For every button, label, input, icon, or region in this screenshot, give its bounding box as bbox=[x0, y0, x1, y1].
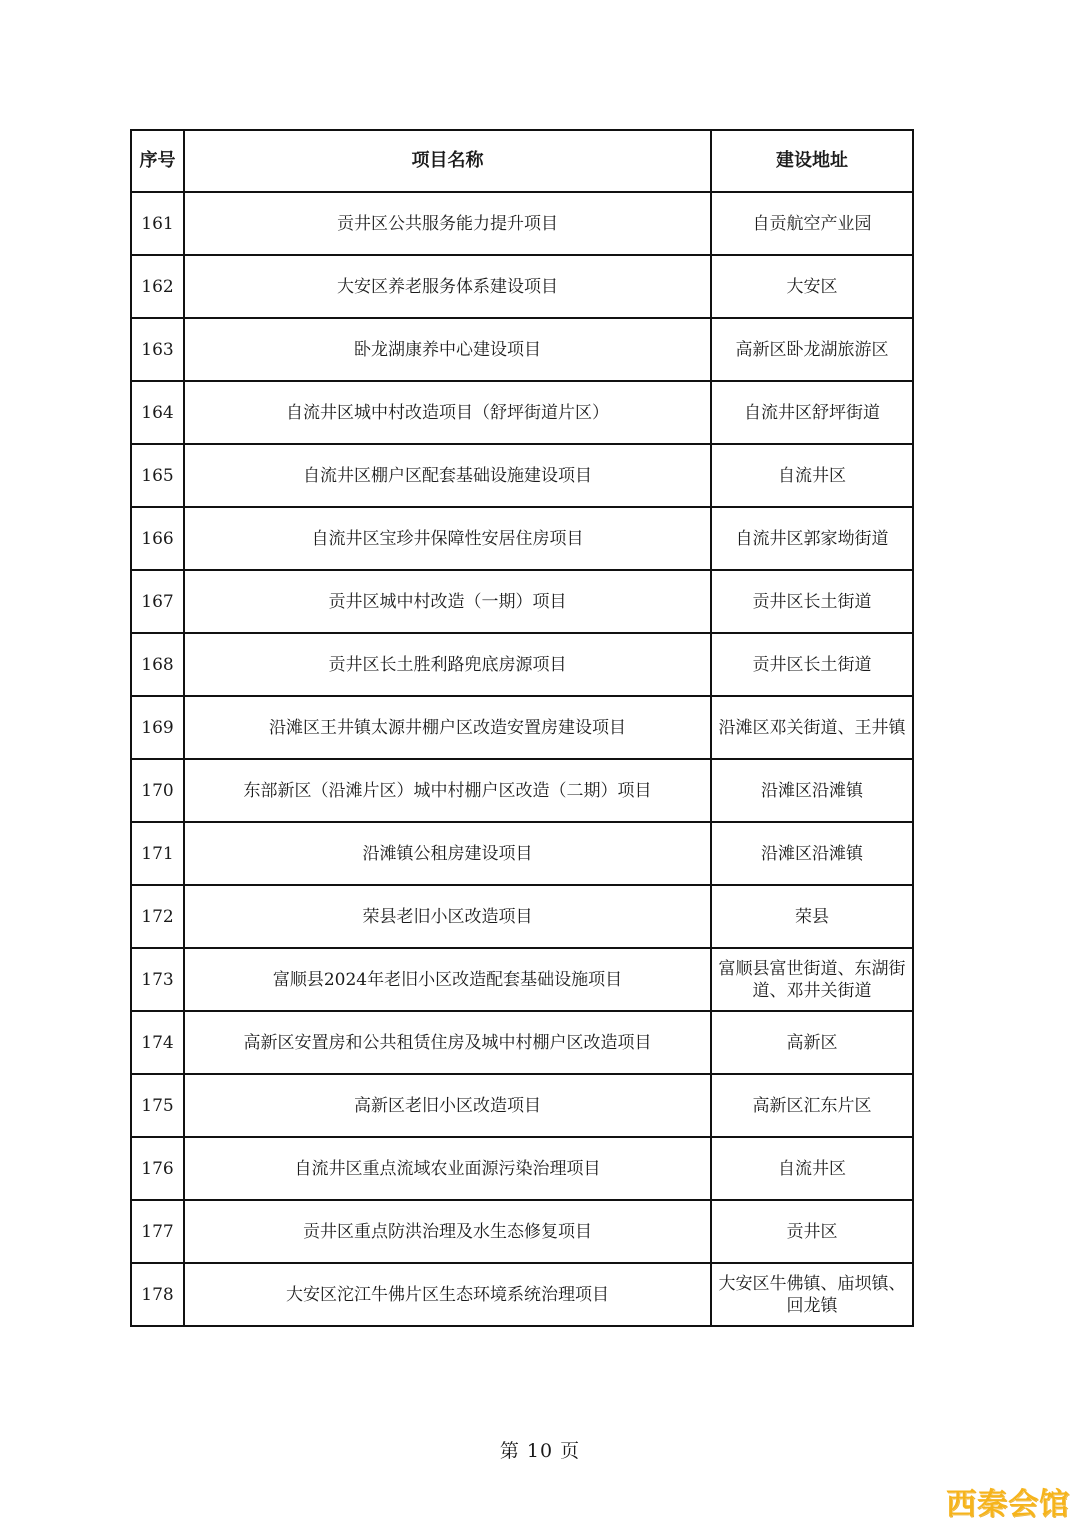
row-serial: 172 bbox=[131, 885, 184, 948]
page-number: 第 10 页 bbox=[499, 1440, 581, 1462]
row-serial: 164 bbox=[131, 381, 184, 444]
row-project-name: 自流井区重点流域农业面源污染治理项目 bbox=[184, 1137, 711, 1200]
table-row bbox=[131, 1200, 913, 1263]
row-project-name: 自流井区城中村改造项目（舒坪街道片区） bbox=[184, 381, 711, 444]
row-project-name: 沿滩镇公租房建设项目 bbox=[184, 822, 711, 885]
row-serial: 176 bbox=[131, 1137, 184, 1200]
row-serial: 165 bbox=[131, 444, 184, 507]
header-address: 建设地址 bbox=[711, 130, 913, 192]
row-address: 自流井区郭家坳街道 bbox=[711, 507, 913, 570]
row-address: 自流井区 bbox=[711, 1137, 913, 1200]
row-address: 自流井区舒坪街道 bbox=[711, 381, 913, 444]
table-row bbox=[131, 1263, 913, 1326]
row-serial: 173 bbox=[131, 948, 184, 1011]
row-address: 大安区牛佛镇、庙坝镇、回龙镇 bbox=[711, 1263, 913, 1326]
row-serial: 169 bbox=[131, 696, 184, 759]
table-row bbox=[131, 885, 913, 948]
row-address: 大安区 bbox=[711, 255, 913, 318]
row-address: 沿滩区沿滩镇 bbox=[711, 759, 913, 822]
table-row bbox=[131, 255, 913, 318]
row-address: 贡井区长土街道 bbox=[711, 633, 913, 696]
row-serial: 162 bbox=[131, 255, 184, 318]
row-project-name: 贡井区城中村改造（一期）项目 bbox=[184, 570, 711, 633]
row-serial: 177 bbox=[131, 1200, 184, 1263]
table-row bbox=[131, 444, 913, 507]
row-address: 贡井区长土街道 bbox=[711, 570, 913, 633]
row-project-name: 贡井区重点防洪治理及水生态修复项目 bbox=[184, 1200, 711, 1263]
row-project-name: 荣县老旧小区改造项目 bbox=[184, 885, 711, 948]
row-project-name: 富顺县2024年老旧小区改造配套基础设施项目 bbox=[184, 948, 711, 1011]
header-project-name: 项目名称 bbox=[184, 130, 711, 192]
table-row bbox=[131, 633, 913, 696]
row-serial: 168 bbox=[131, 633, 184, 696]
row-project-name: 大安区养老服务体系建设项目 bbox=[184, 255, 711, 318]
row-serial: 163 bbox=[131, 318, 184, 381]
project-table bbox=[130, 129, 914, 1327]
row-project-name: 贡井区公共服务能力提升项目 bbox=[184, 192, 711, 255]
table-row bbox=[131, 696, 913, 759]
row-serial: 174 bbox=[131, 1011, 184, 1074]
row-address: 高新区汇东片区 bbox=[711, 1074, 913, 1137]
row-project-name: 东部新区（沿滩片区）城中村棚户区改造（二期）项目 bbox=[184, 759, 711, 822]
row-project-name: 自流井区棚户区配套基础设施建设项目 bbox=[184, 444, 711, 507]
table-row bbox=[131, 381, 913, 444]
table-body bbox=[131, 192, 913, 1326]
table-row bbox=[131, 1074, 913, 1137]
row-serial: 175 bbox=[131, 1074, 184, 1137]
row-project-name: 大安区沱江牛佛片区生态环境系统治理项目 bbox=[184, 1263, 711, 1326]
table-row bbox=[131, 570, 913, 633]
row-project-name: 卧龙湖康养中心建设项目 bbox=[184, 318, 711, 381]
row-address: 沿滩区沿滩镇 bbox=[711, 822, 913, 885]
table-row bbox=[131, 759, 913, 822]
row-address: 富顺县富世街道、东湖街道、邓井关街道 bbox=[711, 948, 913, 1011]
watermark-logo: 西秦会馆 bbox=[946, 1487, 1070, 1522]
table-row bbox=[131, 948, 913, 1011]
row-address: 沿滩区邓关街道、王井镇 bbox=[711, 696, 913, 759]
row-address: 贡井区 bbox=[711, 1200, 913, 1263]
table-row bbox=[131, 318, 913, 381]
table-row bbox=[131, 192, 913, 255]
header-serial: 序号 bbox=[131, 130, 184, 192]
row-address: 高新区卧龙湖旅游区 bbox=[711, 318, 913, 381]
row-serial: 161 bbox=[131, 192, 184, 255]
row-project-name: 高新区安置房和公共租赁住房及城中村棚户区改造项目 bbox=[184, 1011, 711, 1074]
row-address: 自流井区 bbox=[711, 444, 913, 507]
row-serial: 171 bbox=[131, 822, 184, 885]
row-serial: 167 bbox=[131, 570, 184, 633]
table-header-row bbox=[131, 130, 913, 192]
row-project-name: 自流井区宝珍井保障性安居住房项目 bbox=[184, 507, 711, 570]
row-project-name: 沿滩区王井镇太源井棚户区改造安置房建设项目 bbox=[184, 696, 711, 759]
table-row bbox=[131, 822, 913, 885]
row-address: 高新区 bbox=[711, 1011, 913, 1074]
row-serial: 166 bbox=[131, 507, 184, 570]
table-row bbox=[131, 1137, 913, 1200]
row-address: 荣县 bbox=[711, 885, 913, 948]
row-project-name: 贡井区长土胜利路兜底房源项目 bbox=[184, 633, 711, 696]
row-serial: 178 bbox=[131, 1263, 184, 1326]
row-project-name: 高新区老旧小区改造项目 bbox=[184, 1074, 711, 1137]
table-row bbox=[131, 1011, 913, 1074]
row-address: 自贡航空产业园 bbox=[711, 192, 913, 255]
row-serial: 170 bbox=[131, 759, 184, 822]
table-row bbox=[131, 507, 913, 570]
